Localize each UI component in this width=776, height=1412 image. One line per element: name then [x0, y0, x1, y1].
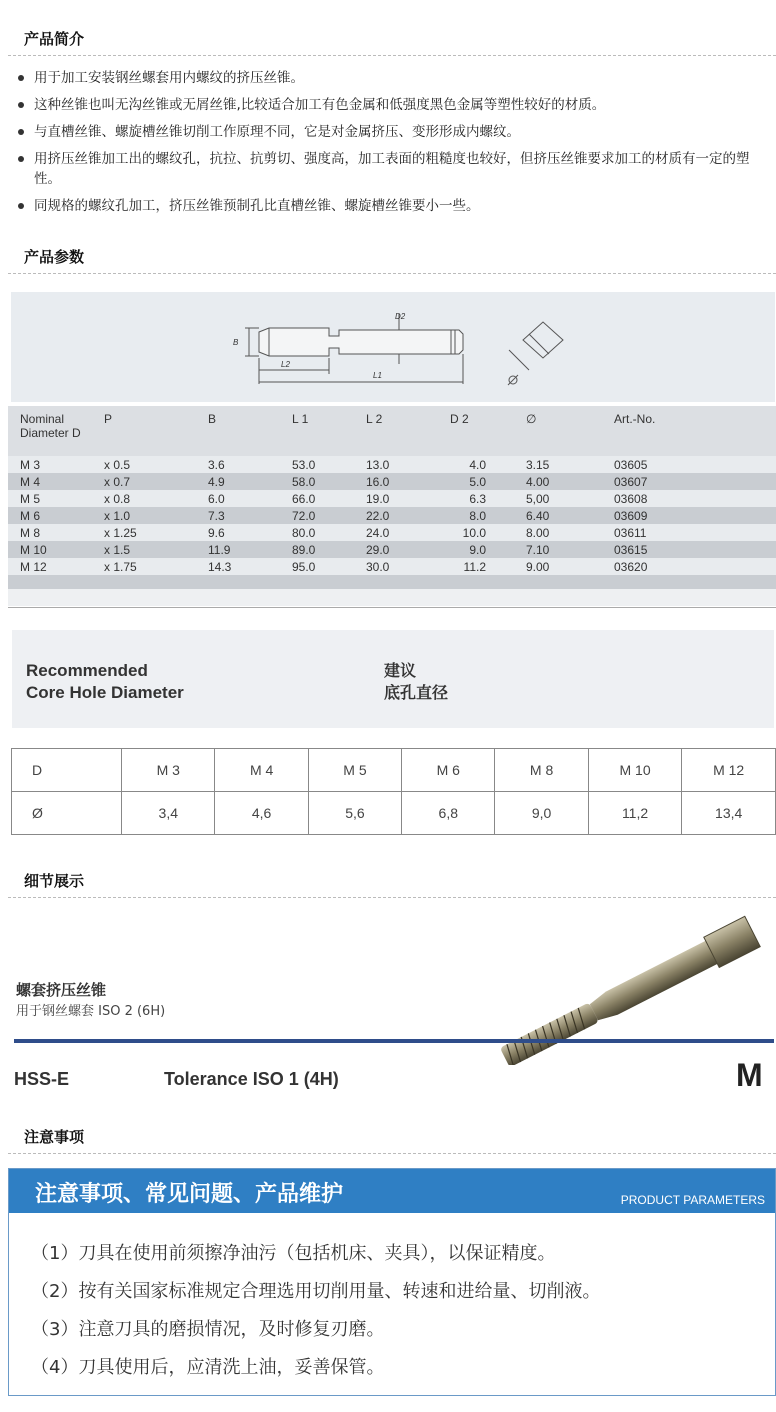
cell: 5,6 — [308, 792, 401, 835]
cell: 03607 — [614, 473, 776, 490]
tap-dimension-diagram — [11, 292, 775, 402]
recommended-core-hole-banner — [12, 630, 774, 728]
section-header-intro — [0, 20, 776, 56]
bullet-icon — [18, 203, 24, 209]
cell: x 0.5 — [104, 456, 208, 473]
cell: 10.0 — [450, 524, 526, 541]
cell: 8.0 — [450, 507, 526, 524]
material-label: HSS-E — [14, 1069, 70, 1089]
cell: 3.6 — [208, 456, 292, 473]
table-row — [8, 558, 776, 575]
table-row — [12, 792, 776, 835]
cell: 8.00 — [526, 524, 614, 541]
section-header-params — [0, 238, 776, 274]
section-title: 细节展示 — [24, 872, 85, 890]
cell: 7.3 — [208, 507, 292, 524]
cell: 30.0 — [366, 558, 450, 575]
cell: 89.0 — [292, 541, 366, 558]
list-item: （1）刀具在使用前须擦净油污（包括机床、夹具），以保证精度。 — [31, 1243, 556, 1264]
cell: 72.0 — [292, 507, 366, 524]
notice-panel — [8, 1168, 776, 1396]
cell: 22.0 — [366, 507, 450, 524]
col-header: P — [104, 406, 208, 456]
cell: M 12 — [8, 558, 104, 575]
cell: 3,4 — [122, 792, 215, 835]
cell: 11.9 — [208, 541, 292, 558]
table-row — [8, 490, 776, 507]
cell: 03605 — [614, 456, 776, 473]
divider — [8, 55, 776, 56]
cell: M 3 — [8, 456, 104, 473]
cell: 66.0 — [292, 490, 366, 507]
cell: 6.3 — [450, 490, 526, 507]
cell: 7.10 — [526, 541, 614, 558]
label-l1: L1 — [373, 371, 382, 380]
label-d2: D2 — [395, 312, 406, 321]
notice-header — [9, 1169, 775, 1213]
cell: 95.0 — [292, 558, 366, 575]
cell: 3.15 — [526, 456, 614, 473]
list-item — [14, 68, 774, 88]
recommended-title-cn — [384, 660, 448, 704]
col-header: ∅ — [526, 406, 614, 456]
notice-list — [31, 1235, 600, 1387]
list-item — [14, 122, 774, 142]
cell: D — [12, 749, 122, 792]
notice-subtitle: PRODUCT PARAMETERS — [620, 1193, 765, 1207]
title-line: 建议 — [384, 661, 417, 680]
cell: M 4 — [215, 749, 308, 792]
title-line: 底孔直径 — [384, 683, 449, 702]
cell: x 1.5 — [104, 541, 208, 558]
table-footer-band — [8, 575, 776, 589]
cell: 80.0 — [292, 524, 366, 541]
divider — [8, 273, 776, 274]
label-b: B — [233, 338, 239, 347]
cell: x 1.25 — [104, 524, 208, 541]
product-name: 螺套挤压丝锥 — [16, 981, 107, 999]
table-row — [8, 456, 776, 473]
cell: 5,00 — [526, 490, 614, 507]
accent-bar — [14, 1039, 774, 1043]
section-title: 产品简介 — [24, 30, 85, 48]
col-header: L 2 — [366, 406, 450, 456]
cell: 03615 — [614, 541, 776, 558]
cell: 11,2 — [588, 792, 682, 835]
thread-mark: M — [736, 1057, 763, 1093]
cell: 6.40 — [526, 507, 614, 524]
divider — [8, 897, 776, 898]
cell: 14.3 — [208, 558, 292, 575]
table-row — [8, 473, 776, 490]
param-table-grid — [8, 406, 776, 575]
cell: 6.0 — [208, 490, 292, 507]
col-header: Art.-No. — [614, 406, 776, 456]
cell: 13,4 — [682, 792, 776, 835]
bullet-icon — [18, 102, 24, 108]
cell: 11.2 — [450, 558, 526, 575]
param-table — [8, 406, 776, 606]
section-header-notice — [0, 1118, 776, 1154]
cell: 5.0 — [450, 473, 526, 490]
divider — [8, 1153, 776, 1154]
list-item — [14, 95, 774, 115]
section-title: 产品参数 — [24, 248, 85, 266]
cell: Ø — [12, 792, 122, 835]
cell: 9.6 — [208, 524, 292, 541]
cell: M 10 — [8, 541, 104, 558]
table-row — [8, 507, 776, 524]
cell: 9.0 — [450, 541, 526, 558]
list-item-text: 用于加工安装钢丝螺套用内螺纹的挤压丝锥。 — [34, 70, 304, 86]
intro-list — [14, 68, 774, 223]
table-row — [8, 524, 776, 541]
divider — [8, 607, 776, 608]
list-item-text: 同规格的螺纹孔加工，挤压丝锥预制孔比直槽丝锥、螺旋槽丝锥要小一些。 — [34, 198, 480, 214]
cell: 6,8 — [402, 792, 495, 835]
recommended-title-en — [26, 660, 184, 704]
cell: 58.0 — [292, 473, 366, 490]
list-item — [14, 149, 774, 189]
list-item-text: 用挤压丝锥加工出的螺纹孔，抗拉、抗剪切、强度高，加工表面的粗糙度也较好，但挤压丝锥要求加工的材质有一定的塑性。 — [34, 151, 750, 187]
cell: 4.00 — [526, 473, 614, 490]
table-row — [12, 749, 776, 792]
cell: 4,6 — [215, 792, 308, 835]
cell: M 4 — [8, 473, 104, 490]
cell: M 8 — [495, 749, 588, 792]
col-header: L 1 — [292, 406, 366, 456]
bullet-icon — [18, 75, 24, 81]
list-item: （4）刀具使用后，应清洗上油，妥善保管。 — [31, 1357, 385, 1378]
cell: M 5 — [308, 749, 401, 792]
cell: 03608 — [614, 490, 776, 507]
table-header-row — [8, 406, 776, 456]
cell: M 6 — [8, 507, 104, 524]
notice-title: 注意事项、常见问题、产品维护 — [35, 1182, 344, 1207]
cell: 29.0 — [366, 541, 450, 558]
title-line: Core Hole Diameter — [26, 683, 184, 702]
cell: 53.0 — [292, 456, 366, 473]
cell: M 6 — [402, 749, 495, 792]
cell: M 10 — [588, 749, 682, 792]
cell: M 3 — [122, 749, 215, 792]
cell: 9,0 — [495, 792, 588, 835]
cell: 03611 — [614, 524, 776, 541]
core-hole-table — [11, 748, 776, 835]
cell: M 5 — [8, 490, 104, 507]
tolerance-label: Tolerance ISO 1 (4H) — [164, 1069, 339, 1089]
cell: 03609 — [614, 507, 776, 524]
cell: x 1.0 — [104, 507, 208, 524]
list-item-text: 这种丝锥也叫无沟丝锥或无屑丝锥,比较适合加工有色金属和低强度黑色金属等塑性较好的材质。 — [34, 97, 606, 113]
product-subtitle: 用于钢丝螺套 ISO 2 (6H) — [16, 1004, 166, 1019]
cell: 24.0 — [366, 524, 450, 541]
cell: 13.0 — [366, 456, 450, 473]
cell: 4.0 — [450, 456, 526, 473]
cell: M 8 — [8, 524, 104, 541]
label-l2: L2 — [281, 360, 290, 369]
col-header: D 2 — [450, 406, 526, 456]
list-item: （2）按有关国家标准规定合理选用切削用量、转速和进给量、切削液。 — [31, 1281, 601, 1302]
section-title: 注意事项 — [24, 1128, 85, 1146]
cell: x 1.75 — [104, 558, 208, 575]
cell: 03620 — [614, 558, 776, 575]
section-header-detail — [0, 862, 776, 898]
table-row — [8, 541, 776, 558]
col-header: B — [208, 406, 292, 456]
list-item: （3）注意刀具的磨损情况，及时修复刃磨。 — [31, 1319, 385, 1340]
detail-showcase — [0, 905, 776, 1105]
cell: M 12 — [682, 749, 776, 792]
title-line: Recommended — [26, 661, 148, 680]
list-item-text: 与直槽丝锥、螺旋槽丝锥切削工作原理不同，它是对金属挤压、变形形成内螺纹。 — [34, 124, 520, 140]
bullet-icon — [18, 156, 24, 162]
cell: x 0.8 — [104, 490, 208, 507]
cell: x 0.7 — [104, 473, 208, 490]
col-header: Nominal Diameter D — [8, 406, 104, 456]
cell: 19.0 — [366, 490, 450, 507]
bullet-icon — [18, 129, 24, 135]
cell: 9.00 — [526, 558, 614, 575]
tap-drawing-icon — [11, 292, 775, 402]
cell: 16.0 — [366, 473, 450, 490]
list-item — [14, 196, 774, 216]
cell: 4.9 — [208, 473, 292, 490]
